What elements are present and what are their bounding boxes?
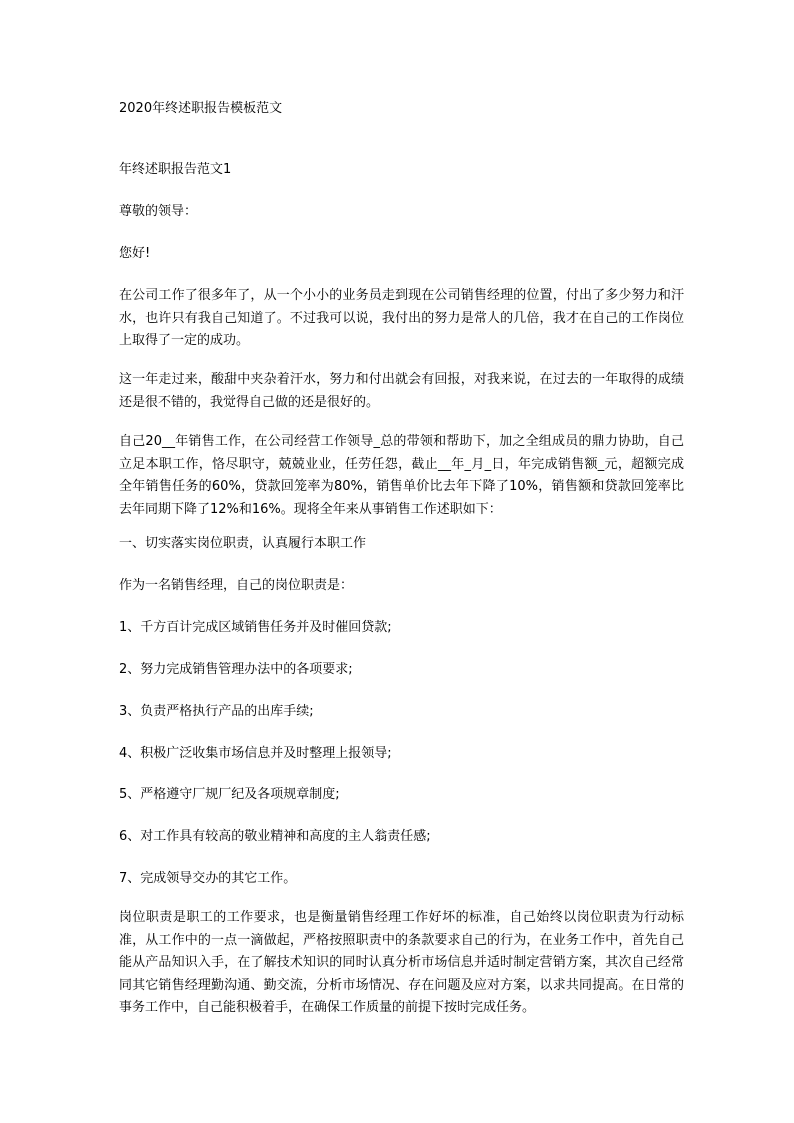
sales-summary-paragraph: 自己20__年销售工作，在公司经营工作领导_总的带领和帮助下，加之全组成员的鼎力协助，自己立足本职工作，恪尽职守，兢兢业业，任劳任怨，截止__年_月_日，年完成销售额_元，超额完成全年销售任务的60%，贷款回笼率为80%，销售单价比去年下降了10%，销售额和贷款回笼率比去年同期下降了12%和16%。现将全年来从事销售工作述职如下： xyxy=(119,434,684,517)
report-subtitle: 年终述职报告范文1 xyxy=(119,162,232,177)
intro-paragraph: 在公司工作了很多年了，从一个小小的业务员走到现在公司销售经理的位置，付出了多少努力和汗水，也许只有我自己知道了。不过我可以说，我付出的努力是常人的几倍，我才在自己的工作岗位上取得了一定的成功。 xyxy=(119,288,684,348)
duty-item: 2、努力完成销售管理办法中的各项要求; xyxy=(119,662,353,677)
section-heading: 一、切实落实岗位职责，认真履行本职工作 xyxy=(119,536,367,551)
greeting: 您好! xyxy=(119,246,151,261)
reflection-paragraph: 这一年走过来，酸甜中夹杂着汗水，努力和付出就会有回报，对我来说，在过去的一年取得的成绩还是很不错的，我觉得自己做的还是很好的。 xyxy=(119,372,684,410)
salutation: 尊敬的领导： xyxy=(119,204,198,219)
duty-intro: 作为一名销售经理，自己的岗位职责是： xyxy=(119,578,354,593)
duty-item: 1、千方百计完成区域销售任务并及时催回贷款; xyxy=(119,620,392,635)
duty-item: 6、对工作具有较高的敬业精神和高度的主人翁责任感; xyxy=(119,829,431,844)
document-title: 2020年终述职报告模板范文 xyxy=(119,101,283,116)
closing-paragraph: 岗位职责是职工的工作要求，也是衡量销售经理工作好坏的标准，自己始终以岗位职责为行动标准，从工作中的一点一滴做起，严格按照职责中的条款要求自己的行为，在业务工作中，首先自己能从产品知识入手，在了解技术知识的同时认真分析市场信息并适时制定营销方案，其次自己经常同其它销售经理勤沟通、勤交流，分析市场情况、存在问题及应对方案，以求共同提高。在日常的事务工作中，自己能积极着手，在确保工作质量的前提下按时完成任务。 xyxy=(119,910,684,1015)
duty-item: 3、负责严格执行产品的出库手续; xyxy=(119,704,314,719)
duty-item: 4、积极广泛收集市场信息并及时整理上报领导; xyxy=(119,746,392,761)
duty-item: 7、完成领导交办的其它工作。 xyxy=(119,871,297,886)
duty-item: 5、严格遵守厂规厂纪及各项规章制度; xyxy=(119,787,340,802)
